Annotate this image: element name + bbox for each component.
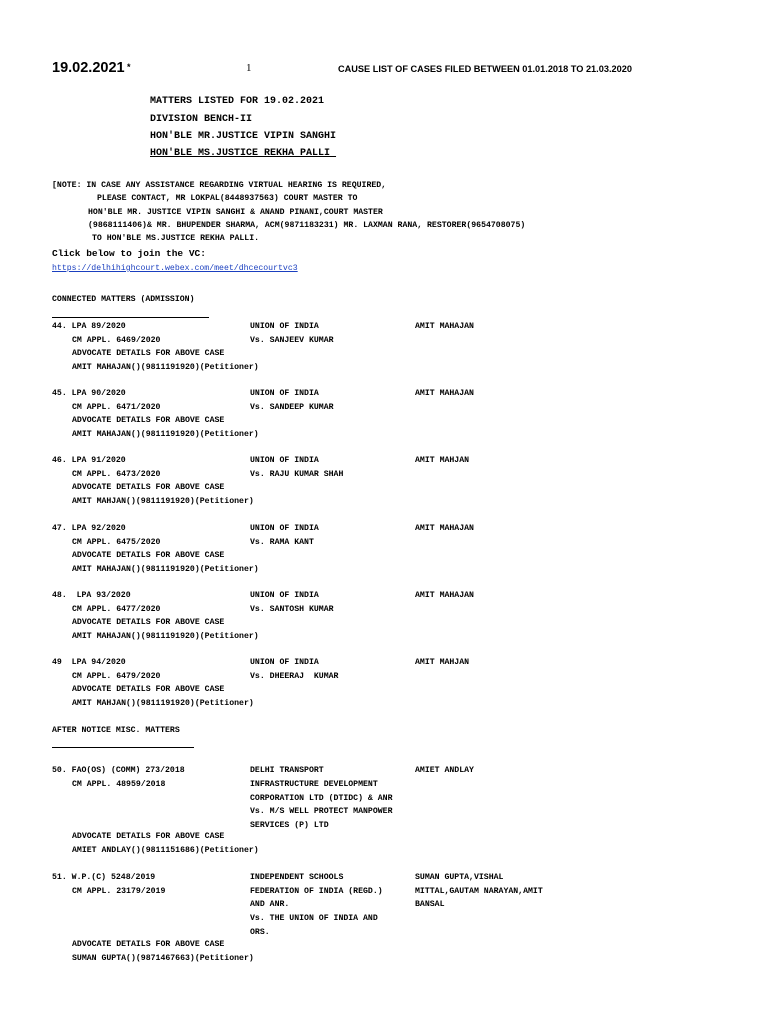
advocate-details: AMIT MAHAJAN()(9811191920)(Petitioner) [72,363,259,372]
judge-1-line: HON'BLE MR.JUSTICE VIPIN SANGHI [150,131,337,142]
case-party-line: Vs. SANJEEV KUMAR [250,336,334,345]
case-counsel: AMIT MAHAJAN [415,591,474,600]
note-line-3: HON'BLE MR. JUSTICE VIPIN SANGHI & ANAND PINANI,COURT MASTER [88,208,383,217]
advocate-details-label: ADVOCATE DETAILS FOR ABOVE CASE [72,940,225,949]
note-line-1: [NOTE: IN CASE ANY ASSISTANCE REGARDING VIRTUAL HEARING IS REQUIRED, [52,181,387,190]
case-counsel: MITTAL,GAUTAM NARAYAN,AMIT [415,887,543,896]
advocate-details-label: ADVOCATE DETAILS FOR ABOVE CASE [72,349,225,358]
case-party-line: Vs. M/S WELL PROTECT MANPOWER [250,807,393,816]
case-number: 46. LPA 91/2020 [52,456,126,465]
case-application: CM APPL. 6471/2020 [72,403,161,412]
case-application: CM APPL. 23179/2019 [72,887,166,896]
case-application: CM APPL. 48959/2018 [72,780,166,789]
case-application: CM APPL. 6475/2020 [72,538,161,547]
case-number: 49 LPA 94/2020 [52,658,126,667]
case-number: 48. LPA 93/2020 [52,591,131,600]
case-counsel: AMIT MAHJAN [415,658,470,667]
note-line-4: (9868111406)& MR. BHUPENDER SHARMA, ACM(9871183231) MR. LAXMAN RANA, RESTORER(9654708075) [88,221,526,230]
case-party-line: Vs. RAMA KANT [250,538,314,547]
division-bench-line: DIVISION BENCH-II [150,114,253,125]
section-divider [52,317,209,318]
case-party-line: FEDERATION OF INDIA (REGD.) [250,887,383,896]
advocate-details: AMIT MAHJAN()(9811191920)(Petitioner) [72,497,254,506]
vc-join-label: Click below to join the VC: [52,248,206,259]
case-counsel: AMIET ANDLAY [415,766,474,775]
case-party-line: ORS. [250,928,270,937]
advocate-details: AMIT MAHAJAN()(9811191920)(Petitioner) [72,430,259,439]
case-application: CM APPL. 6479/2020 [72,672,161,681]
advocate-details-label: ADVOCATE DETAILS FOR ABOVE CASE [72,483,225,492]
matters-listed-line: MATTERS LISTED FOR 19.02.2021 [150,96,325,107]
advocate-details-label: ADVOCATE DETAILS FOR ABOVE CASE [72,551,225,560]
case-party-line: Vs. SANTOSH KUMAR [250,605,334,614]
advocate-details-label: ADVOCATE DETAILS FOR ABOVE CASE [72,832,225,841]
case-number: 44. LPA 89/2020 [52,322,126,331]
case-number: 50. FAO(OS) (COMM) 273/2018 [52,766,185,775]
case-party-line: Vs. SANDEEP KUMAR [250,403,334,412]
case-party-line: UNION OF INDIA [250,658,319,667]
case-party-line: Vs. RAJU KUMAR SHAH [250,470,344,479]
case-party-line: CORPORATION LTD (DTIDC) & ANR [250,794,393,803]
case-party-line: INFRASTRUCTURE DEVELOPMENT [250,780,378,789]
case-counsel: AMIT MAHAJAN [415,322,474,331]
case-application: CM APPL. 6469/2020 [72,336,161,345]
case-party-line: UNION OF INDIA [250,322,319,331]
advocate-details: SUMAN GUPTA()(9871467663)(Petitioner) [72,954,254,963]
section-connected-matters: CONNECTED MATTERS (ADMISSION) [52,295,195,304]
advocate-details: AMIT MAHAJAN()(9811191920)(Petitioner) [72,565,259,574]
case-party-line: DELHI TRANSPORT [250,766,324,775]
case-counsel: AMIT MAHAJAN [415,389,474,398]
advocate-details: AMIT MAHJAN()(9811191920)(Petitioner) [72,699,254,708]
vc-link[interactable]: https://delhihighcourt.webex.com/meet/dhcecourtvc3 [52,264,298,273]
page-number: 1 [246,62,252,74]
case-counsel: BANSAL [415,900,445,909]
case-party-line: UNION OF INDIA [250,389,319,398]
case-application: CM APPL. 6477/2020 [72,605,161,614]
case-number: 45. LPA 90/2020 [52,389,126,398]
advocate-details: AMIT MAHAJAN()(9811191920)(Petitioner) [72,632,259,641]
case-number: 51. W.P.(C) 5248/2019 [52,873,156,882]
case-party-line: Vs. THE UNION OF INDIA AND [250,914,378,923]
list-date: 19.02.2021 [52,60,125,76]
case-party-line: INDEPENDENT SCHOOLS [250,873,344,882]
case-party-line: AND ANR. [250,900,290,909]
date-marker: * [127,62,131,72]
section-after-notice: AFTER NOTICE MISC. MATTERS [52,726,180,735]
case-party-line: UNION OF INDIA [250,591,319,600]
advocate-details: AMIET ANDLAY()(9811151686)(Petitioner) [72,846,259,855]
case-counsel: SUMAN GUPTA,VISHAL [415,873,504,882]
advocate-details-label: ADVOCATE DETAILS FOR ABOVE CASE [72,685,225,694]
note-line-5: TO HON'BLE MS.JUSTICE REKHA PALLI. [92,234,260,243]
case-counsel: AMIT MAHJAN [415,456,470,465]
case-counsel: AMIT MAHAJAN [415,524,474,533]
case-party-line: UNION OF INDIA [250,456,319,465]
judge-2-line: HON'BLE MS.JUSTICE REKHA PALLI [150,148,337,159]
case-party-line: UNION OF INDIA [250,524,319,533]
case-application: CM APPL. 6473/2020 [72,470,161,479]
case-party-line: Vs. DHEERAJ KUMAR [250,672,339,681]
case-number: 47. LPA 92/2020 [52,524,126,533]
case-party-line: SERVICES (P) LTD [250,821,329,830]
note-line-2: PLEASE CONTACT, MR LOKPAL(8448937563) COURT MASTER TO [97,194,358,203]
section-divider [52,747,194,748]
cause-list-title: CAUSE LIST OF CASES FILED BETWEEN 01.01.2018 TO 21.03.2020 [338,64,632,74]
advocate-details-label: ADVOCATE DETAILS FOR ABOVE CASE [72,618,225,627]
advocate-details-label: ADVOCATE DETAILS FOR ABOVE CASE [72,416,225,425]
